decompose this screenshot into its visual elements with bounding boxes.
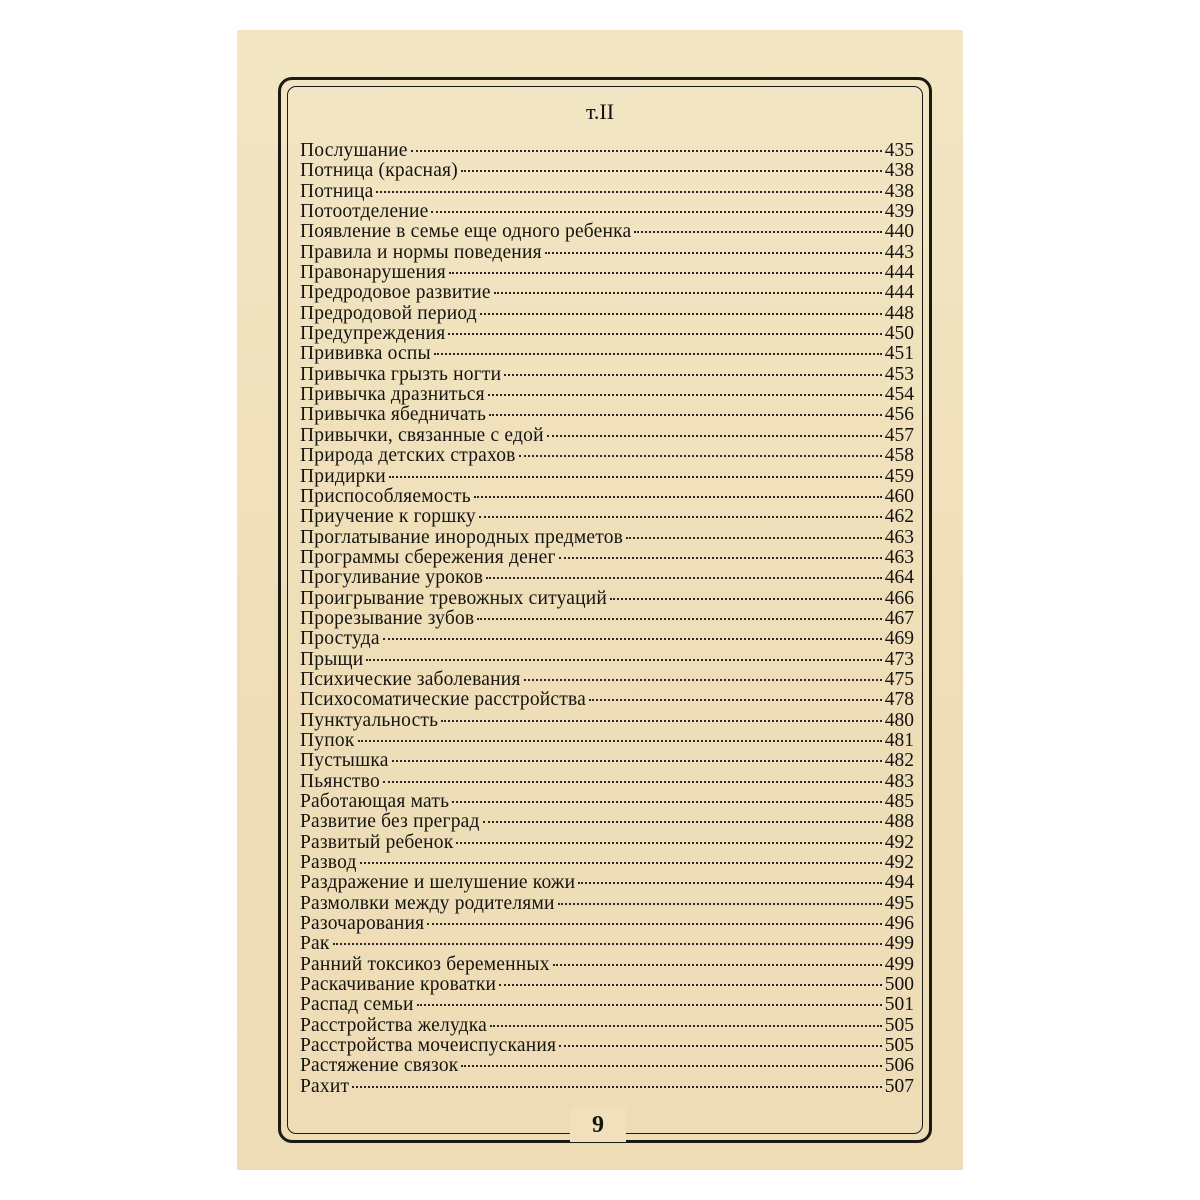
toc-entry-page: 494 [884, 873, 914, 894]
toc-entry-page: 483 [884, 771, 914, 792]
toc-entry [300, 467, 914, 487]
dot-leader [452, 801, 882, 803]
toc-entry [300, 385, 914, 405]
dot-leader [480, 313, 882, 315]
toc-entry-title: Развитие без преград [300, 812, 480, 833]
toc-entry-title: Развод [300, 853, 357, 874]
dot-leader [488, 394, 882, 396]
toc-entry [300, 568, 914, 588]
toc-entry [300, 344, 914, 364]
toc-entry [300, 629, 914, 649]
dot-leader [352, 1086, 882, 1088]
toc-entry-page: 500 [884, 975, 914, 996]
toc-entry-page: 466 [884, 588, 914, 609]
dot-leader [441, 720, 882, 722]
toc-entry [300, 1056, 914, 1076]
toc-entry [300, 507, 914, 527]
toc-entry-title: Предродовой период [300, 303, 477, 324]
toc-entry [300, 324, 914, 344]
toc-entry-title: Пустышка [300, 751, 389, 772]
toc-entry-page: 482 [884, 751, 914, 772]
toc-entry-page: 453 [884, 364, 914, 385]
toc-entry-title: Психические заболевания [300, 669, 521, 690]
toc-entry-page: 456 [884, 405, 914, 426]
toc-entry [300, 914, 914, 934]
toc-entry [300, 426, 914, 446]
toc-entry [300, 243, 914, 263]
table-of-contents [300, 141, 914, 1097]
dot-leader [383, 781, 882, 783]
toc-entry-title: Прогуливание уроков [300, 568, 484, 589]
toc-entry [300, 263, 914, 283]
toc-entry [300, 772, 914, 792]
toc-entry-page: 444 [884, 263, 914, 284]
toc-entry [300, 161, 914, 181]
dot-leader [449, 272, 882, 274]
toc-entry-title: Привычка ябедничать [300, 405, 487, 426]
toc-entry-title: Разочарования [300, 914, 425, 935]
toc-entry [300, 955, 914, 975]
toc-entry-page: 438 [884, 181, 914, 202]
toc-entry-page: 506 [884, 1056, 914, 1077]
toc-entry-title: Привычка дразниться [300, 385, 485, 406]
toc-entry-title: Природа детских страхов [300, 446, 516, 467]
toc-entry-page: 499 [884, 954, 914, 975]
volume-header: т.II [585, 99, 615, 124]
toc-entry-title: Потница [300, 181, 374, 202]
toc-entry-title: Раздражение и шелушение кожи [300, 873, 576, 894]
toc-entry-page: 458 [884, 446, 914, 467]
toc-entry [300, 731, 914, 751]
toc-entry [300, 487, 914, 507]
toc-entry-title: Потница (красная) [300, 161, 458, 182]
toc-entry-title: Развитый ребенок [300, 832, 454, 853]
page-number: 9 [570, 1108, 626, 1142]
dot-leader [479, 516, 882, 518]
toc-entry [300, 894, 914, 914]
dot-leader [461, 170, 882, 172]
toc-entry [300, 833, 914, 853]
dot-leader [519, 455, 882, 457]
toc-entry-title: Придирки [300, 466, 386, 487]
toc-entry-title: Приучение к горшку [300, 507, 476, 528]
toc-entry-page: 505 [884, 1036, 914, 1057]
dot-leader [545, 252, 882, 254]
toc-entry-page: 492 [884, 832, 914, 853]
toc-entry-title: Рак [300, 934, 330, 955]
toc-entry [300, 1036, 914, 1056]
toc-entry-page: 440 [884, 222, 914, 243]
toc-entry-page: 475 [884, 669, 914, 690]
toc-entry-page: 495 [884, 893, 914, 914]
toc-entry [300, 202, 914, 222]
toc-entry-title: Прыщи [300, 649, 364, 670]
toc-entry-title: Пунктуальность [300, 710, 439, 731]
toc-entry-page: 439 [884, 202, 914, 223]
dot-leader [461, 1065, 881, 1067]
toc-entry-title: Предупреждения [300, 324, 446, 345]
toc-entry-title: Приспособляемость [300, 486, 471, 507]
toc-entry [300, 609, 914, 629]
dot-leader [456, 842, 881, 844]
toc-entry-title: Расстройства желудка [300, 1015, 488, 1036]
toc-entry-title: Правила и нормы поведения [300, 242, 542, 263]
toc-entry [300, 792, 914, 812]
toc-entry-page: 463 [884, 527, 914, 548]
toc-entry-page: 459 [884, 466, 914, 487]
dot-leader [434, 353, 882, 355]
toc-entry-page: 505 [884, 1015, 914, 1036]
toc-entry-page: 448 [884, 303, 914, 324]
toc-entry-title: Программы сбережения денег [300, 547, 556, 568]
toc-entry-title: Привычки, связанные с едой [300, 425, 544, 446]
toc-entry-title: Привычка грызть ногти [300, 364, 502, 385]
toc-entry [300, 141, 914, 161]
toc-entry [300, 1016, 914, 1036]
dot-leader [333, 943, 882, 945]
toc-entry-title: Распад семьи [300, 995, 414, 1016]
toc-entry-page: 450 [884, 324, 914, 345]
dot-leader [358, 740, 882, 742]
dot-leader [634, 231, 881, 233]
toc-entry-page: 464 [884, 568, 914, 589]
dot-leader [558, 903, 882, 905]
toc-entry-title: Проигрывание тревожных ситуаций [300, 588, 608, 609]
dot-leader [427, 923, 881, 925]
toc-entry-title: Пупок [300, 730, 355, 751]
dot-leader [483, 821, 882, 823]
toc-entry-page: 485 [884, 792, 914, 812]
toc-entry-page: 454 [884, 385, 914, 406]
toc-entry-title: Рахит [300, 1076, 350, 1097]
dot-leader [626, 537, 882, 539]
toc-entry-title: Ранний токсикоз беременных [300, 954, 550, 975]
toc-entry-page: 473 [884, 649, 914, 670]
toc-entry-page: 478 [884, 690, 914, 711]
dot-leader [448, 333, 881, 335]
toc-entry-title: Предродовое развитие [300, 283, 491, 304]
toc-entry [300, 853, 914, 873]
toc-entry-title: Прорезывание зубов [300, 608, 475, 629]
toc-entry [300, 405, 914, 425]
toc-entry [300, 222, 914, 242]
toc-entry-page: 444 [884, 283, 914, 304]
toc-entry-title: Расстройства мочеиспускания [300, 1036, 557, 1057]
toc-entry-page: 492 [884, 853, 914, 874]
toc-entry-title: Простуда [300, 629, 380, 650]
toc-entry [300, 751, 914, 771]
toc-entry [300, 365, 914, 385]
toc-entry-page: 451 [884, 344, 914, 365]
toc-entry-page: 457 [884, 425, 914, 446]
dot-leader [559, 1045, 882, 1047]
dot-leader [376, 191, 881, 193]
toc-entry-page: 460 [884, 486, 914, 507]
toc-entry-title: Растяжение связок [300, 1056, 459, 1077]
toc-entry-title: Прививка оспы [300, 344, 431, 365]
toc-entry-page: 438 [884, 161, 914, 182]
toc-entry-page: 443 [884, 242, 914, 263]
dot-leader [366, 659, 881, 661]
toc-entry [300, 182, 914, 202]
dot-leader [494, 292, 882, 294]
toc-entry-page: 467 [884, 608, 914, 629]
dot-leader [553, 964, 882, 966]
dot-leader [389, 476, 882, 478]
dot-leader [489, 414, 882, 416]
dot-leader [431, 211, 881, 213]
toc-entry-title: Размолвки между родителями [300, 893, 555, 914]
toc-entry [300, 711, 914, 731]
toc-entry-page: 488 [884, 812, 914, 833]
toc-entry [300, 589, 914, 609]
toc-entry [300, 812, 914, 832]
toc-entry [300, 283, 914, 303]
dot-leader [360, 862, 882, 864]
dot-leader [392, 760, 882, 762]
toc-entry [300, 650, 914, 670]
toc-entry [300, 934, 914, 954]
dot-leader [486, 577, 882, 579]
toc-entry-page: 462 [884, 507, 914, 528]
toc-entry-title: Пьянство [300, 771, 380, 792]
toc-entry-title: Послушание [300, 141, 408, 161]
toc-entry-page: 481 [884, 730, 914, 751]
dot-leader [547, 435, 882, 437]
dot-leader [477, 618, 881, 620]
toc-entry-page: 469 [884, 629, 914, 650]
dot-leader [499, 984, 882, 986]
toc-entry [300, 690, 914, 710]
toc-entry [300, 1077, 914, 1097]
toc-entry [300, 548, 914, 568]
toc-entry-title: Проглатывание инородных предметов [300, 527, 624, 548]
toc-entry [300, 873, 914, 893]
dot-leader [474, 496, 882, 498]
toc-entry-page: 507 [884, 1076, 914, 1097]
dot-leader [490, 1025, 882, 1027]
toc-entry-page: 501 [884, 995, 914, 1016]
toc-entry [300, 446, 914, 466]
toc-entry-title: Раскачивание кроватки [300, 975, 497, 996]
toc-entry-page: 435 [884, 141, 914, 161]
dot-leader [417, 1004, 882, 1006]
toc-entry-page: 480 [884, 710, 914, 731]
toc-entry [300, 995, 914, 1015]
toc-entry [300, 528, 914, 548]
toc-entry-title: Потоотделение [300, 202, 429, 223]
dot-leader [559, 557, 882, 559]
toc-entry [300, 304, 914, 324]
dot-leader [504, 374, 881, 376]
toc-entry [300, 670, 914, 690]
toc-entry-title: Психосоматические расстройства [300, 690, 586, 711]
dot-leader [524, 679, 882, 681]
toc-entry [300, 975, 914, 995]
dot-leader [610, 598, 882, 600]
dot-leader [383, 638, 882, 640]
toc-entry-page: 499 [884, 934, 914, 955]
dot-leader [411, 150, 882, 152]
toc-entry-page: 463 [884, 547, 914, 568]
toc-entry-title: Работающая мать [300, 792, 450, 812]
toc-entry-title: Правонарушения [300, 263, 446, 284]
dot-leader [589, 699, 882, 701]
toc-entry-page: 496 [884, 914, 914, 935]
toc-entry-title: Появление в семье еще одного ребенка [300, 222, 632, 243]
dot-leader [578, 882, 882, 884]
